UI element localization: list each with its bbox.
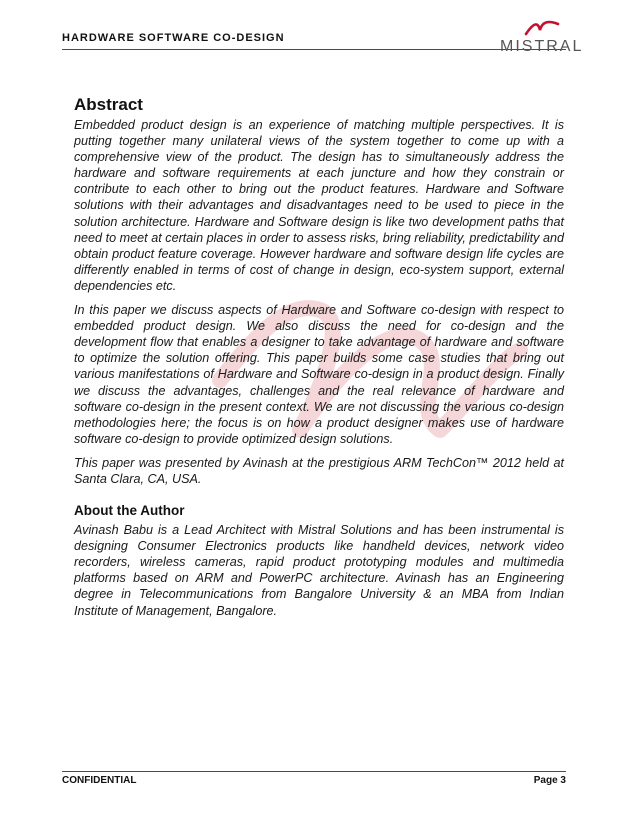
abstract-paragraph: Embedded product design is an experience of matching multiple perspectives. It is putting together many unilateral views of the system together to come up with a comprehensive view of the product. The design has to simultaneously address the hardware and software requirements at each juncture and how they constrain or contribute to each other to bring out the product features. Hardware and Software solutions with their advantages and disadvantages need to be used to piece in the solution architecture. Hardware and Software design is like two development paths that need to meet at certain places in order to assess risks, bring reliability, predictability and obtain product feature coverage. However hardware and software design life cycles are differently enabled in terms of cost of change in design, eco-system support, external dependencies etc.	[74, 118, 564, 293]
page-number: Page 3	[533, 775, 566, 786]
page-content	[74, 95, 564, 627]
presentation-note: This paper was presented by Avinash at the prestigious ARM TechCon™ 2012 held at Santa Clara, CA, USA.	[74, 455, 564, 486]
author-bio-paragraph: Avinash Babu is a Lead Architect with Mistral Solutions and has been instrumental is designing Consumer Electronics products like handheld devices, network video recorders, wireless cameras, rapid product prototyping modules and multimedia platforms based on ARM and PowerPC architecture. Avinash has an Engineering degree in Telecommunications from Bangalore University & an MBA from Indian Institute of Management, Bangalore.	[74, 523, 564, 618]
document-header-title: HARDWARE SOFTWARE CO-DESIGN	[62, 32, 285, 44]
abstract-paragraph: In this paper we discuss aspects of Hardware and Software co-design with respect to embedded product design. We also discuss the need for co-design and the development flow that enables a designer to take advantage of hardware and software to optimize the solution offering. This paper builds some case studies that bring out various manifestations of Hardware and Software co-design in a product design. Finally we discuss the advantages, challenges and the real relevance of hardware and software co-design in the present context. We are not discussing the various co-design methodologies here; the focus is on how a product designer makes use of hardware software co-design to provide optimized design solutions.	[74, 303, 564, 446]
footer-divider	[62, 771, 566, 772]
abstract-heading: Abstract	[74, 95, 143, 114]
about-author-heading: About the Author	[74, 503, 185, 519]
mistral-logo-text: MISTRAL	[500, 38, 584, 55]
confidential-label: CONFIDENTIAL	[62, 775, 137, 786]
